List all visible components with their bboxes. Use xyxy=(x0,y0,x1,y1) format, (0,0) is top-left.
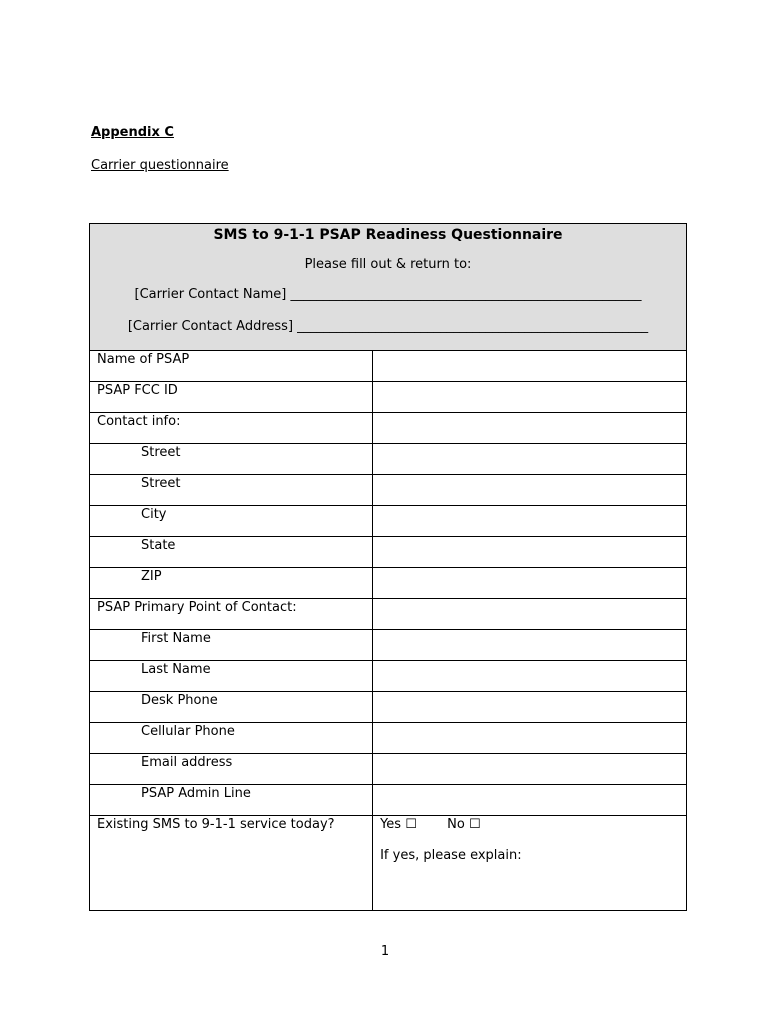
yes-label: Yes xyxy=(380,817,402,832)
questionnaire-title: SMS to 9-1-1 PSAP Readiness Questionnaire xyxy=(213,227,563,243)
existing-service-label: Existing SMS to 9-1-1 service today? xyxy=(90,816,373,911)
desk-phone-label: Desk Phone xyxy=(90,692,373,723)
last-name-field[interactable] xyxy=(373,661,687,692)
table-row xyxy=(90,723,687,754)
explain-label: If yes, please explain: xyxy=(380,848,522,863)
table-row xyxy=(90,382,687,413)
table-row xyxy=(90,506,687,537)
carrier-contact-address-line: [Carrier Contact Address] ______________________________________________________ xyxy=(127,319,649,334)
admin-line-label: PSAP Admin Line xyxy=(90,785,373,816)
table-row xyxy=(90,568,687,599)
cellular-phone-label: Cellular Phone xyxy=(90,723,373,754)
city-field[interactable] xyxy=(373,506,687,537)
carrier-contact-name-line: [Carrier Contact Name] ______________________________________________________ xyxy=(134,287,642,302)
yes-checkbox[interactable]: ☐ xyxy=(405,817,417,832)
email-field[interactable] xyxy=(373,754,687,785)
appendix-heading: Appendix C xyxy=(91,125,174,140)
street-2-field[interactable] xyxy=(373,475,687,506)
yes-no-options xyxy=(373,816,686,832)
cellular-phone-field[interactable] xyxy=(373,723,687,754)
email-label: Email address xyxy=(90,754,373,785)
zip-label: ZIP xyxy=(90,568,373,599)
no-checkbox[interactable]: ☐ xyxy=(468,817,481,832)
street-1-field[interactable] xyxy=(373,444,687,475)
street-1-label: Street xyxy=(90,444,373,475)
table-row xyxy=(90,444,687,475)
questionnaire-header xyxy=(90,224,687,351)
appendix-subheading: Carrier questionnaire xyxy=(91,158,229,173)
street-2-label: Street xyxy=(90,475,373,506)
state-label: State xyxy=(90,537,373,568)
last-name-label: Last Name xyxy=(90,661,373,692)
table-row xyxy=(90,537,687,568)
existing-service-field xyxy=(373,816,687,911)
table-row xyxy=(90,413,687,444)
no-label: No xyxy=(447,817,465,832)
psap-name-field[interactable] xyxy=(373,351,687,382)
zip-field[interactable] xyxy=(373,568,687,599)
table-row xyxy=(90,661,687,692)
questionnaire-table xyxy=(89,223,687,911)
primary-contact-label: PSAP Primary Point of Contact: xyxy=(90,599,373,630)
table-row xyxy=(90,599,687,630)
table-row xyxy=(90,754,687,785)
table-row xyxy=(90,351,687,382)
first-name-label: First Name xyxy=(90,630,373,661)
psap-name-label: Name of PSAP xyxy=(90,351,373,382)
admin-line-field[interactable] xyxy=(373,785,687,816)
first-name-field[interactable] xyxy=(373,630,687,661)
table-row xyxy=(90,692,687,723)
page-number: 1 xyxy=(380,944,390,959)
state-field[interactable] xyxy=(373,537,687,568)
table-row xyxy=(90,785,687,816)
contact-info-label: Contact info: xyxy=(90,413,373,444)
city-label: City xyxy=(90,506,373,537)
return-instruction: Please fill out & return to: xyxy=(304,257,472,272)
table-row xyxy=(90,816,687,911)
psap-fcc-id-field[interactable] xyxy=(373,382,687,413)
desk-phone-field[interactable] xyxy=(373,692,687,723)
contact-info-field xyxy=(373,413,687,444)
table-row xyxy=(90,475,687,506)
psap-fcc-id-label: PSAP FCC ID xyxy=(90,382,373,413)
table-row xyxy=(90,630,687,661)
primary-contact-field xyxy=(373,599,687,630)
